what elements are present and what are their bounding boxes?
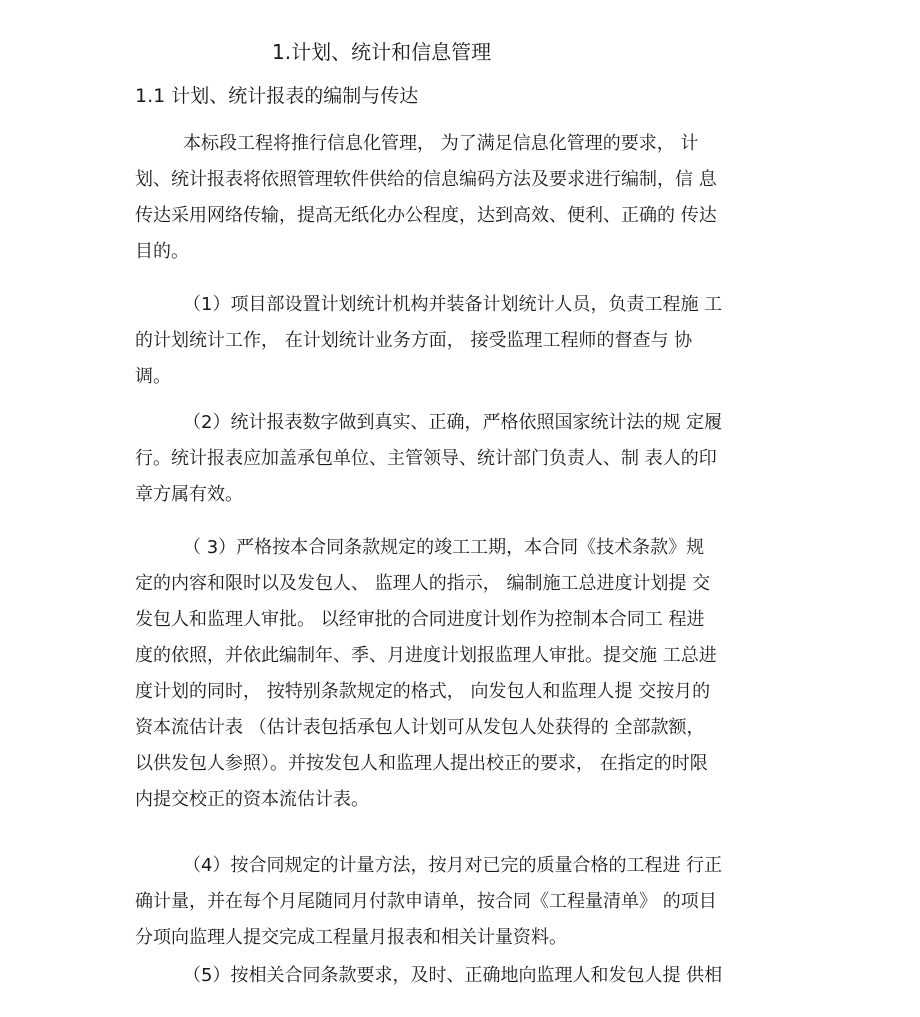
paragraph-item-5 — [135, 958, 795, 994]
paragraph-line: （1）项目部设置计划统计机构并装备计划统计人员，负责工程施 工 — [183, 294, 723, 315]
paragraph-line: 确计量，并在每个月尾随同月付款申请单，按合同《工程量清单》 的项目 — [135, 891, 717, 912]
paragraph-line: 调。 — [135, 366, 171, 387]
paragraph-line: 资本流估计表 （估计表包括承包人计划可从发包人处获得的 全部款额， — [135, 717, 705, 738]
paragraph-intro — [135, 126, 795, 270]
paragraph-line: 行。统计报表应加盖承包单位、主管领导、统计部门负责人、制 表人的印 — [135, 448, 717, 469]
paragraph-item-4 — [135, 848, 795, 956]
paragraph-line: 传达采用网络传输，提高无纸化办公程度，达到高效、便利、正确的 传达 — [135, 205, 717, 226]
paragraph-line: 定的内容和限时以及发包人、 监理人的指示， 编制施工总进度计划提 交 — [135, 573, 711, 594]
paragraph-line: 内提交校正的资本流估计表。 — [135, 789, 369, 810]
paragraph-line: （5）按相关合同条款要求，及时、正确地向监理人和发包人提 供相 — [183, 965, 723, 986]
paragraph-line: 度计划的同时， 按特别条款规定的格式， 向发包人和监理人提 交按月的 — [135, 681, 711, 702]
paragraph-line: 度的依照，并依此编制年、季、月进度计划报监理人审批。提交施 工总进 — [135, 645, 717, 666]
section-heading: 1.1 计划、统计报表的编制与传达 — [135, 85, 419, 107]
paragraph-line: 以供发包人参照）。并按发包人和监理人提出校正的要求， 在指定的时限 — [135, 753, 708, 774]
paragraph-item-1 — [135, 287, 795, 395]
document-title: 1.计划、统计和信息管理 — [272, 40, 492, 64]
paragraph-line: 分项向监理人提交完成工程量月报表和相关计量资料。 — [135, 927, 567, 948]
paragraph-line: （2）统计报表数字做到真实、正确，严格依照国家统计法的规 定履 — [183, 412, 723, 433]
paragraph-line: 发包人和监理人审批。 以经审批的合同进度计划作为控制本合同工 程进 — [135, 609, 705, 630]
paragraph-item-2 — [135, 405, 795, 513]
paragraph-line: 章方属有效。 — [135, 484, 243, 505]
paragraph-line: （ 3）严格按本合同条款规定的竣工工期，本合同《技术条款》规 — [183, 537, 705, 558]
paragraph-line: （4）按合同规定的计量方法，按月对已完的质量合格的工程进 行正 — [183, 855, 723, 876]
paragraph-line: 的计划统计工作， 在计划统计业务方面， 接受监理工程师的督查与 协 — [135, 330, 693, 351]
paragraph-line: 划、统计报表将依照管理软件供给的信息编码方法及要求进行编制，信 息 — [135, 169, 717, 190]
paragraph-line: 目的。 — [135, 241, 189, 262]
paragraph-line: 本标段工程将推行信息化管理， 为了满足信息化管理的要求， 计 — [183, 133, 699, 154]
paragraph-item-3 — [135, 530, 795, 818]
